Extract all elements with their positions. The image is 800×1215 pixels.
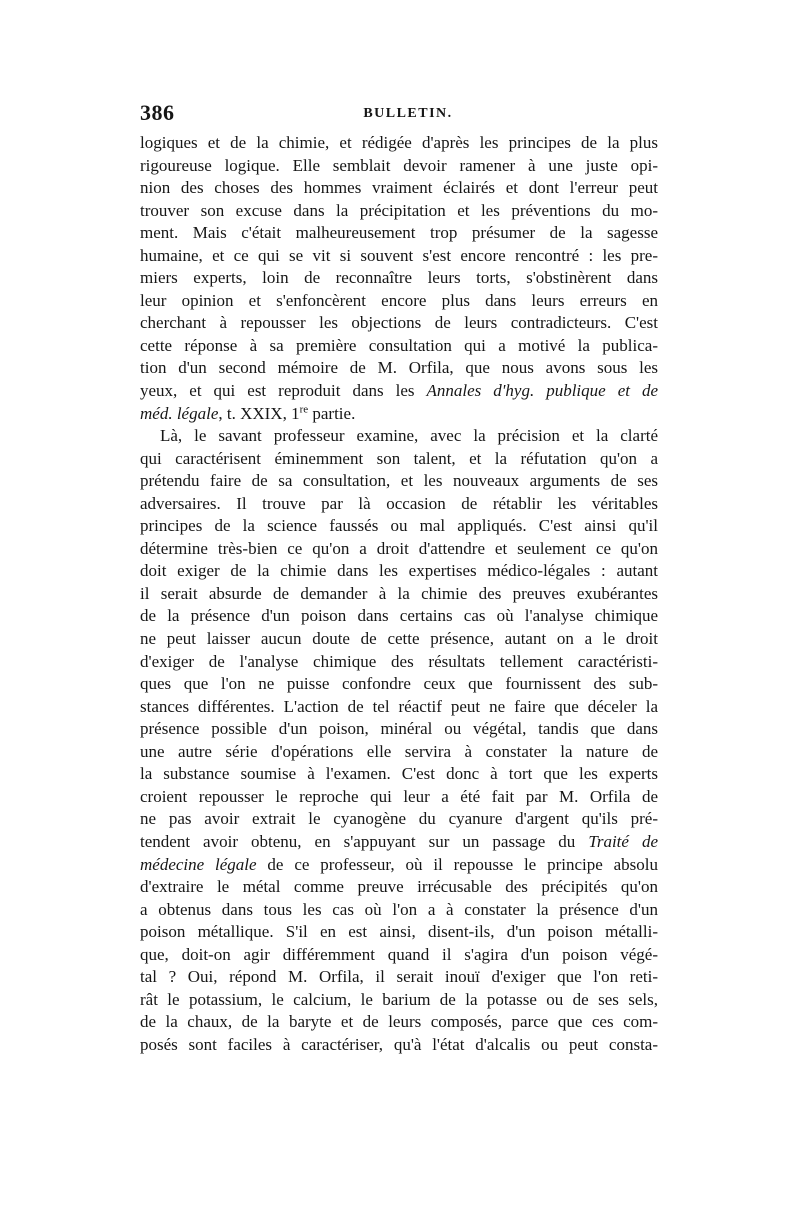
text-run: , t. XXIX, 1: [218, 403, 300, 423]
text-line: logiques et de la chimie, et rédigée d'après les principes de la plus: [140, 133, 658, 152]
text-line: posés sont faciles à caractériser, qu'à l'état d'alcalis ou peut consta-: [140, 1034, 658, 1054]
text-line: principes de la science faussés ou mal appliqués. C'est ainsi qu'il: [140, 516, 658, 536]
text-line: croient repousser le reproche qui leur a été fait par M. Orfila de: [140, 786, 658, 806]
journal-title-italic: méd. légale: [140, 403, 219, 423]
text-line: adversaires. Il trouve par là occasion de rétablir les véritables: [140, 493, 658, 513]
text-line: d'extraire le métal comme preuve irrécusable des précipités qu'on: [140, 877, 658, 897]
paragraph-2: [140, 425, 658, 1056]
text-line: cherchant à repousser les objections de leurs contradicteurs. C'est: [140, 313, 658, 333]
running-head: [140, 100, 658, 126]
text-line: de la chaux, de la baryte et de leurs composés, parce que ces com-: [140, 1012, 658, 1032]
text-line: a obtenus dans tous les cas où l'on a à constater la présence d'un: [140, 899, 658, 919]
text-line: humaine, et ce qui se vit si souvent s'est encore rencontré : les pre-: [140, 245, 658, 265]
text-line: ment. Mais c'était malheureusement trop présumer de la sagesse: [140, 223, 658, 243]
text-line: rigoureuse logique. Elle semblait devoir ramener à une juste opi-: [140, 155, 658, 175]
text-line: poison métallique. S'il en est ainsi, disent-ils, d'un poison métalli-: [140, 922, 658, 942]
text-line: ques que l'on ne puisse confondre ceux que fournissent des sub-: [140, 674, 658, 694]
superscript: re: [299, 402, 309, 415]
text-line: doit exiger de la chimie dans les expertises médico-légales : autant: [140, 561, 658, 581]
text-line: détermine très-bien ce qu'on a droit d'attendre et seulement ce qu'on: [140, 538, 658, 558]
text-line: prétendu faire de sa consultation, et les nouveaux arguments de ses: [140, 471, 658, 491]
text-line: présence possible d'un poison, minéral ou végétal, tandis que dans: [140, 719, 658, 739]
text-line: que, doit-on agir différemment quand il s'agira d'un poison végé-: [140, 944, 658, 964]
text-line: rât le potassium, le calcium, le barium de la potasse ou de ses sels,: [140, 989, 658, 1009]
book-title-italic: Traité de: [588, 831, 658, 851]
body-text: [140, 132, 658, 1056]
text-run: yeux, et qui est reproduit dans les: [140, 381, 427, 401]
text-line: ne peut laisser aucun doute de cette présence, autant on a le droit: [140, 629, 658, 649]
text-line: de la présence d'un poison dans certains cas où l'analyse chimique: [140, 606, 658, 626]
text-run: tendent avoir obtenu, en s'appuyant sur un passage du: [140, 831, 589, 851]
page-number: 386: [140, 100, 175, 125]
text-line: tal ? Oui, répond M. Orfila, il serait inouï d'exiger que l'on reti-: [140, 967, 658, 987]
text-line: la substance soumise à l'examen. C'est donc à tort que les experts: [140, 764, 658, 784]
text-line-citation-end: [140, 403, 658, 426]
book-title-italic: médecine légale: [140, 854, 257, 874]
text-run: de ce professeur, où il repousse le principe absolu: [256, 854, 658, 874]
text-line-citation: [140, 831, 658, 854]
text-line: une autre série d'opérations elle servira à constater la nature de: [140, 741, 658, 761]
text-line: tion d'un second mémoire de M. Orfila, que nous avons sous les: [140, 358, 658, 378]
text-line: stances différentes. L'action de tel réactif peut ne faire que déceler la: [140, 696, 658, 716]
text-line-citation: [140, 380, 658, 403]
text-line: ne pas avoir extrait le cyanogène du cyanure d'argent qu'ils pré-: [140, 809, 658, 829]
text-line: leur opinion et s'enfoncèrent encore plus dans leurs erreurs en: [140, 290, 658, 310]
text-line: d'exiger de l'analyse chimique des résultats tellement caractéristi-: [140, 651, 658, 671]
text-line: il serait absurde de demander à la chimie des preuves exubérantes: [140, 583, 658, 603]
text-line: nion des choses des hommes vraiment éclairés et dont l'erreur peut: [140, 178, 658, 198]
text-line: qui caractérisent éminemment son talent, et la réfutation qu'on a: [140, 448, 658, 468]
paragraph-1: [140, 132, 658, 425]
section-title: BULLETIN.: [363, 106, 453, 121]
text-line: cette réponse à sa première consultation qui a motivé la publica-: [140, 335, 658, 355]
text-run: partie.: [308, 403, 356, 423]
text-line-citation: [140, 854, 658, 877]
journal-title-italic: Annales d'hyg. publique et de: [426, 381, 658, 401]
text-line: trouver son excuse dans la précipitation et les préventions du mo-: [140, 200, 658, 220]
text-line: miers experts, loin de reconnaître leurs torts, s'obstinèrent dans: [140, 268, 658, 288]
text-line: Là, le savant professeur examine, avec la précision et la clarté: [160, 426, 658, 446]
